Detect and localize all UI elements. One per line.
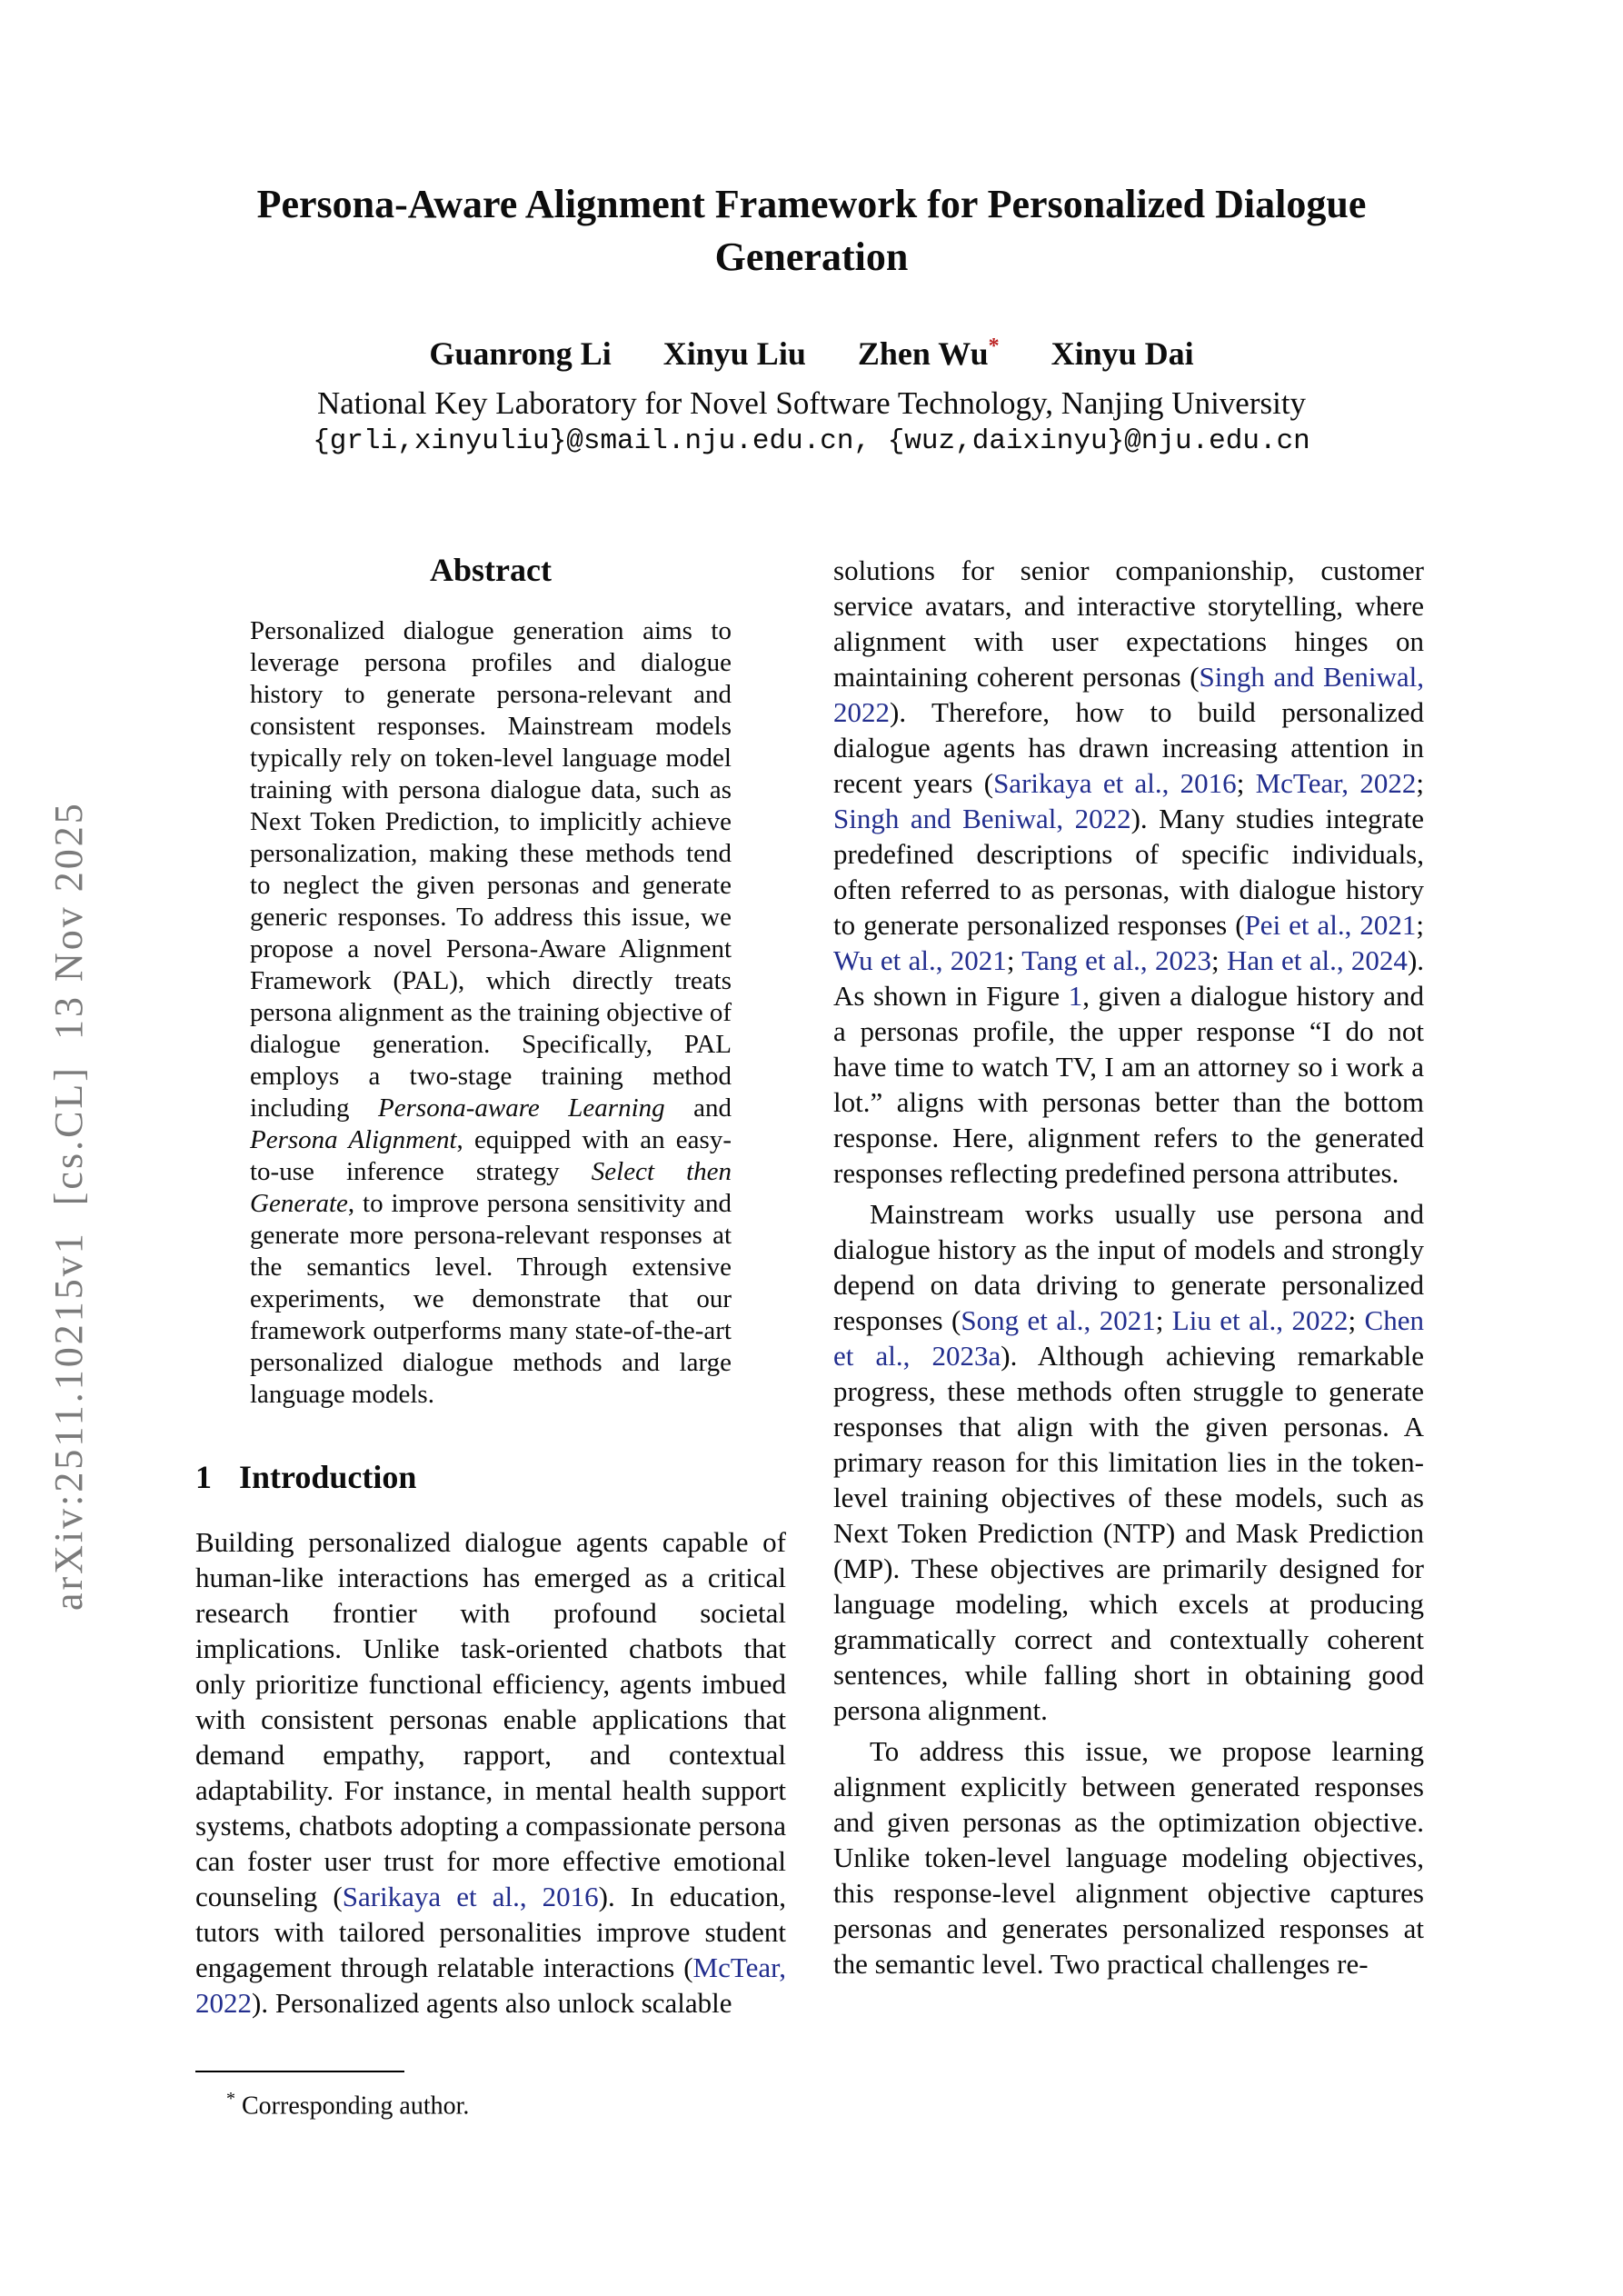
citation-link[interactable]: Pei et al., 2021	[1244, 909, 1417, 941]
abstract-heading: Abstract	[430, 552, 552, 588]
citation-link[interactable]: Liu et al., 2022	[1171, 1304, 1349, 1336]
footnote	[195, 2071, 786, 2121]
intro-paragraph-3	[833, 1733, 1424, 1982]
intro-paragraph-1	[195, 1524, 786, 2021]
citation-link[interactable]: Singh and Beniwal, 2022	[833, 661, 1424, 728]
text-run: Building personalized dialogue agents capable of human-like interactions has emerged as a critical research frontier with profound societal implications. Unlike task-oriented chatbots that only prioritize functional efficiency, agents imbued with consistent personas enable applications that demand empathy, rapport, and contextual adaptability. For instance, in mental health support systems, chatbots adopting a compassionate persona can foster user trust for more effective emotional counseling (	[195, 1526, 786, 1912]
intro-paragraph-continuation	[833, 553, 1424, 1191]
text-run: ;	[1211, 944, 1227, 976]
text-run: ;	[1006, 944, 1022, 976]
text-run: ). In education, tutors with tailored personalities improve student engagement through relatable interactions (	[195, 1881, 786, 1983]
citation-link[interactable]: Wu et al., 2021	[833, 944, 1007, 976]
text-run: ;	[1416, 909, 1425, 941]
text-run: ). As shown in Figure	[833, 944, 1425, 1012]
intro-paragraph-2	[833, 1196, 1424, 1728]
left-column	[195, 553, 786, 2021]
text-run: , equipped with an easy-to-use inference strategy	[250, 1125, 732, 1186]
footnote-text-body: Corresponding author.	[235, 2091, 470, 2121]
citation-link[interactable]: 1	[1068, 980, 1083, 1012]
italic-text: Persona Alignment	[250, 1125, 457, 1154]
citation-link[interactable]: Sarikaya et al., 2016	[342, 1881, 599, 1912]
author-name	[663, 335, 806, 372]
author-name-text: Guanrong Li	[429, 335, 612, 372]
text-run: ;	[1416, 767, 1424, 799]
paper-title-line-1: Persona-Aware Alignment Framework for Personalized Dialogue	[256, 182, 1367, 226]
text-run: and	[664, 1093, 732, 1123]
author-name	[429, 335, 611, 372]
section-1-heading	[195, 1460, 786, 1495]
footnote-rule	[195, 2071, 404, 2072]
text-run: , given a dialogue history and a personas profile, the upper response “I do not have time to watch TV, I am an attorney so i work a lot.” aligns with personas better than the bottom response. Here, alignment refers to the generated responses reflecting predefined persona attributes.	[833, 980, 1425, 1189]
author-name-text: Zhen Wu	[857, 335, 989, 372]
author-emails: {grli,xinyuliu}@smail.nju.edu.cn, {wuz,daixinyu}@nju.edu.cn	[313, 425, 1310, 457]
citation-link[interactable]: McTear, 2022	[1255, 767, 1417, 799]
citation-link[interactable]: Tang et al., 2023	[1021, 944, 1212, 976]
author-name-text: Xinyu Dai	[1050, 335, 1194, 372]
italic-text: Select then Generate	[250, 1157, 732, 1218]
author-name	[1051, 335, 1194, 372]
section-title: Introduction	[239, 1459, 417, 1495]
citation-link[interactable]: Han et al., 2024	[1227, 944, 1408, 976]
abstract-text	[250, 615, 732, 1411]
text-run: Mainstream works usually use persona and dialogue history as the input of models and strongly depend on data driving to generate personalized responses (	[833, 1198, 1424, 1336]
author-name	[858, 335, 1000, 372]
section-number: 1	[195, 1459, 212, 1495]
paper-title	[0, 178, 1623, 284]
citation-link[interactable]: Sarikaya et al., 2016	[993, 767, 1237, 799]
text-run: ). Therefore, how to build personalized dialogue agents has drawn increasing attention in recent years (	[833, 696, 1424, 799]
citation-link[interactable]: Chen et al., 2023a	[833, 1304, 1424, 1372]
text-run: To address this issue, we propose learning alignment explicitly between generated responses and given personas as the optimization objective. Unlike token-level language modeling objectives, this response-level alignment objective captures personas and generates personalized responses at the semantic level. Two practical challenges re-	[833, 1735, 1424, 1980]
affiliation: National Key Laboratory for Novel Software Technology, Nanjing University	[316, 385, 1307, 421]
footnote-text	[195, 2083, 786, 2121]
arxiv-watermark: arXiv:2511.10215v1 [cs.CL] 13 Nov 2025	[46, 801, 91, 1611]
right-column	[833, 553, 1424, 1982]
text-run: ). Personalized agents also unlock scalable	[252, 1987, 732, 2019]
text-run: Personalized dialogue generation aims to leverage persona profiles and dialogue history to generate persona-relevant and consistent responses. Mainstream models typically rely on token-level language model training with persona dialogue data, such as Next Token Prediction, to implicitly achieve personalization, making these methods tend to neglect the given personas and generate generic responses. To address this issue, we propose a novel Persona-Aware Alignment Framework (PAL), which directly treats persona alignment as the training objective of dialogue generation. Specifically, PAL employs a two-stage training method including	[250, 616, 732, 1123]
text-run: ;	[1348, 1304, 1365, 1336]
author-name-text: Xinyu Liu	[662, 335, 806, 372]
citation-link[interactable]: Song et al., 2021	[961, 1304, 1156, 1336]
citation-link[interactable]: Singh and Beniwal, 2022	[833, 803, 1131, 834]
text-run: , to improve persona sensitivity and generate more persona-relevant responses at the semantics level. Through extensive experiments, we demonstrate that our framework outperforms many state-of-the-art personalized dialogue methods and large language models.	[250, 1189, 732, 1409]
authors-line	[0, 334, 1623, 373]
citation-link[interactable]: McTear, 2022	[195, 1952, 786, 2019]
italic-text: Persona-aware Learning	[378, 1093, 665, 1123]
text-run: ). Many studies integrate predefined descriptions of specific individuals, often referred to as personas, with dialogue history to generate personalized responses (	[833, 803, 1424, 941]
footnote-marker: *	[226, 2089, 235, 2109]
text-run: ;	[1155, 1304, 1172, 1336]
text-run: ;	[1236, 767, 1256, 799]
paper-title-line-2: Generation	[714, 235, 909, 279]
text-run: solutions for senior companionship, customer service avatars, and interactive storytelling, where alignment with user expectations hinges on maintaining coherent personas (	[833, 554, 1424, 693]
text-run: ). Although achieving remarkable progress, these methods often struggle to generate responses that align with the given personas. A primary reason for this limitation lies in the token-level training objectives of these models, such as Next Token Prediction (NTP) and Mask Prediction (MP). These objectives are primarily designed for language modeling, which excels at producing grammatically correct and contextually coherent sentences, while falling short in obtaining good persona alignment.	[833, 1340, 1424, 1726]
corresponding-author-mark: *	[988, 334, 1000, 358]
